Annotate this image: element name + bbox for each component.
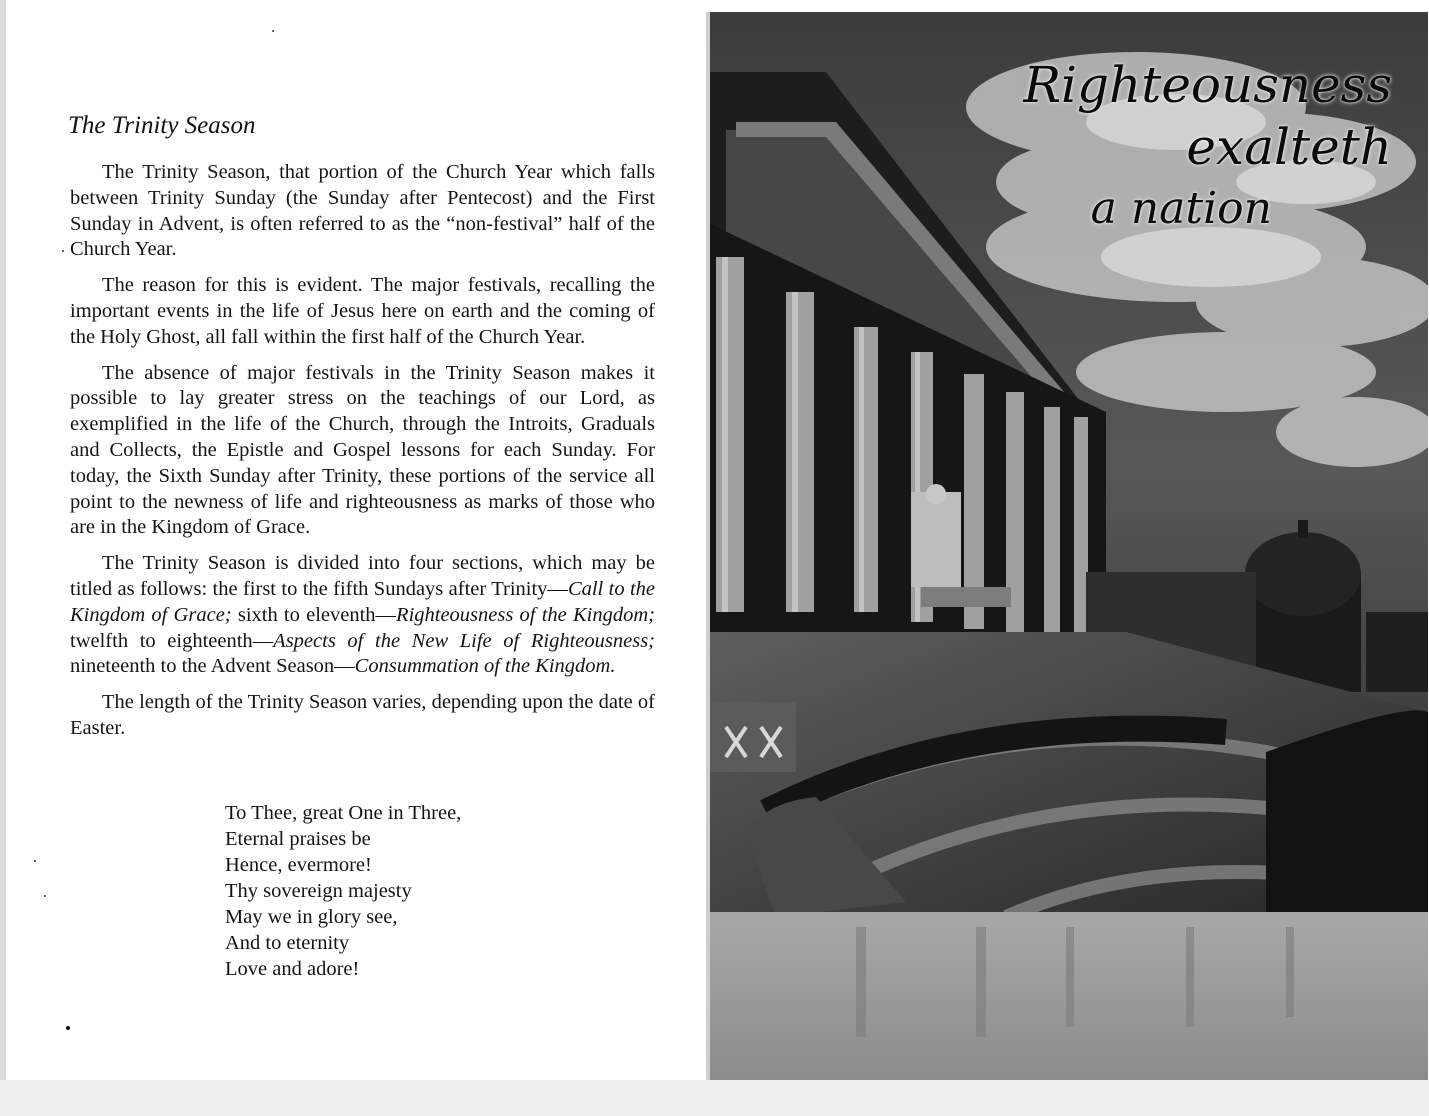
cover-title <box>832 54 1392 240</box>
scan-speck <box>34 860 36 862</box>
section-name-4: Consummation of the Kingdom. <box>354 655 616 678</box>
balustrade <box>706 702 796 772</box>
hymn-line: To Thee, great One in Three, <box>225 802 462 824</box>
hymn-line: And to eternity <box>225 932 350 954</box>
hymn-line: Eternal praises be <box>225 828 371 850</box>
paragraph-2: The reason for this is evident. The major festivals, recalling the important events in the life of Jesus here on earth and the coming of the Holy Ghost, all fall within the first half of the Church Year. <box>70 274 655 348</box>
hymn-verse <box>225 800 461 982</box>
section-name-1: Call to the Kingdom of Grace; <box>70 577 656 626</box>
cover-title-line-1: Righteousness exalteth <box>1023 56 1392 176</box>
section-name-3: Aspects of the New Life of Righteousness; <box>273 629 655 652</box>
hymn-line: Hence, evermore! <box>225 854 372 876</box>
body-text <box>70 160 655 752</box>
paragraph-4-intro: The Trinity Season is divided into four sections, which may be titled as follows: the first to the fifth Sundays after Trinity— <box>70 552 655 600</box>
scan-dot <box>66 1026 70 1030</box>
paragraph-4-sep-1: sixth to eleventh— <box>231 603 397 626</box>
hymn-line: Thy sovereign majesty <box>225 880 412 902</box>
paragraph-1: The Trinity Season, that portion of the Church Year which falls between Trinity Sunday (the Sunday after Pentecost) and the First Sunday in Advent, is often referred to as the “non-festival” half of the Church Year. <box>70 161 655 261</box>
paragraph-5: The length of the Trinity Season varies, depending upon the date of Easter. <box>70 691 655 739</box>
section-heading: The Trinity Season <box>68 112 256 139</box>
scan-speck <box>44 895 46 897</box>
cover-title-line-2: a nation <box>1090 183 1272 234</box>
scan-background <box>0 1080 1429 1116</box>
hymn-line: Love and adore! <box>225 958 360 980</box>
scan-speck <box>62 250 64 252</box>
paragraph-4 <box>70 551 655 680</box>
hymn-line: May we in glory see, <box>225 906 398 928</box>
paragraph-4-sep-2: twelfth to eighteenth— <box>70 629 274 652</box>
paragraph-4-sep-3: nineteenth to the Advent Season— <box>70 655 355 678</box>
statue <box>911 492 961 587</box>
left-page <box>0 0 710 1080</box>
scan-speck <box>272 30 274 32</box>
cover-photo <box>706 12 1428 1080</box>
section-name-2: Righteousness of the Kingdom; <box>396 603 655 626</box>
paragraph-3: The absence of major festivals in the Trinity Season makes it possible to lay greater stress on the teachings of our Lord, as exemplified in the life of the Church, through the Introits, Graduals and Collects, the Epistle and Gospel lessons for each Sunday. For today, the Sixth Sunday after Trinity, these portions of the service all point to the newness of life and righteousness as marks of those who are in the Kingdom of Grace. <box>70 361 655 539</box>
